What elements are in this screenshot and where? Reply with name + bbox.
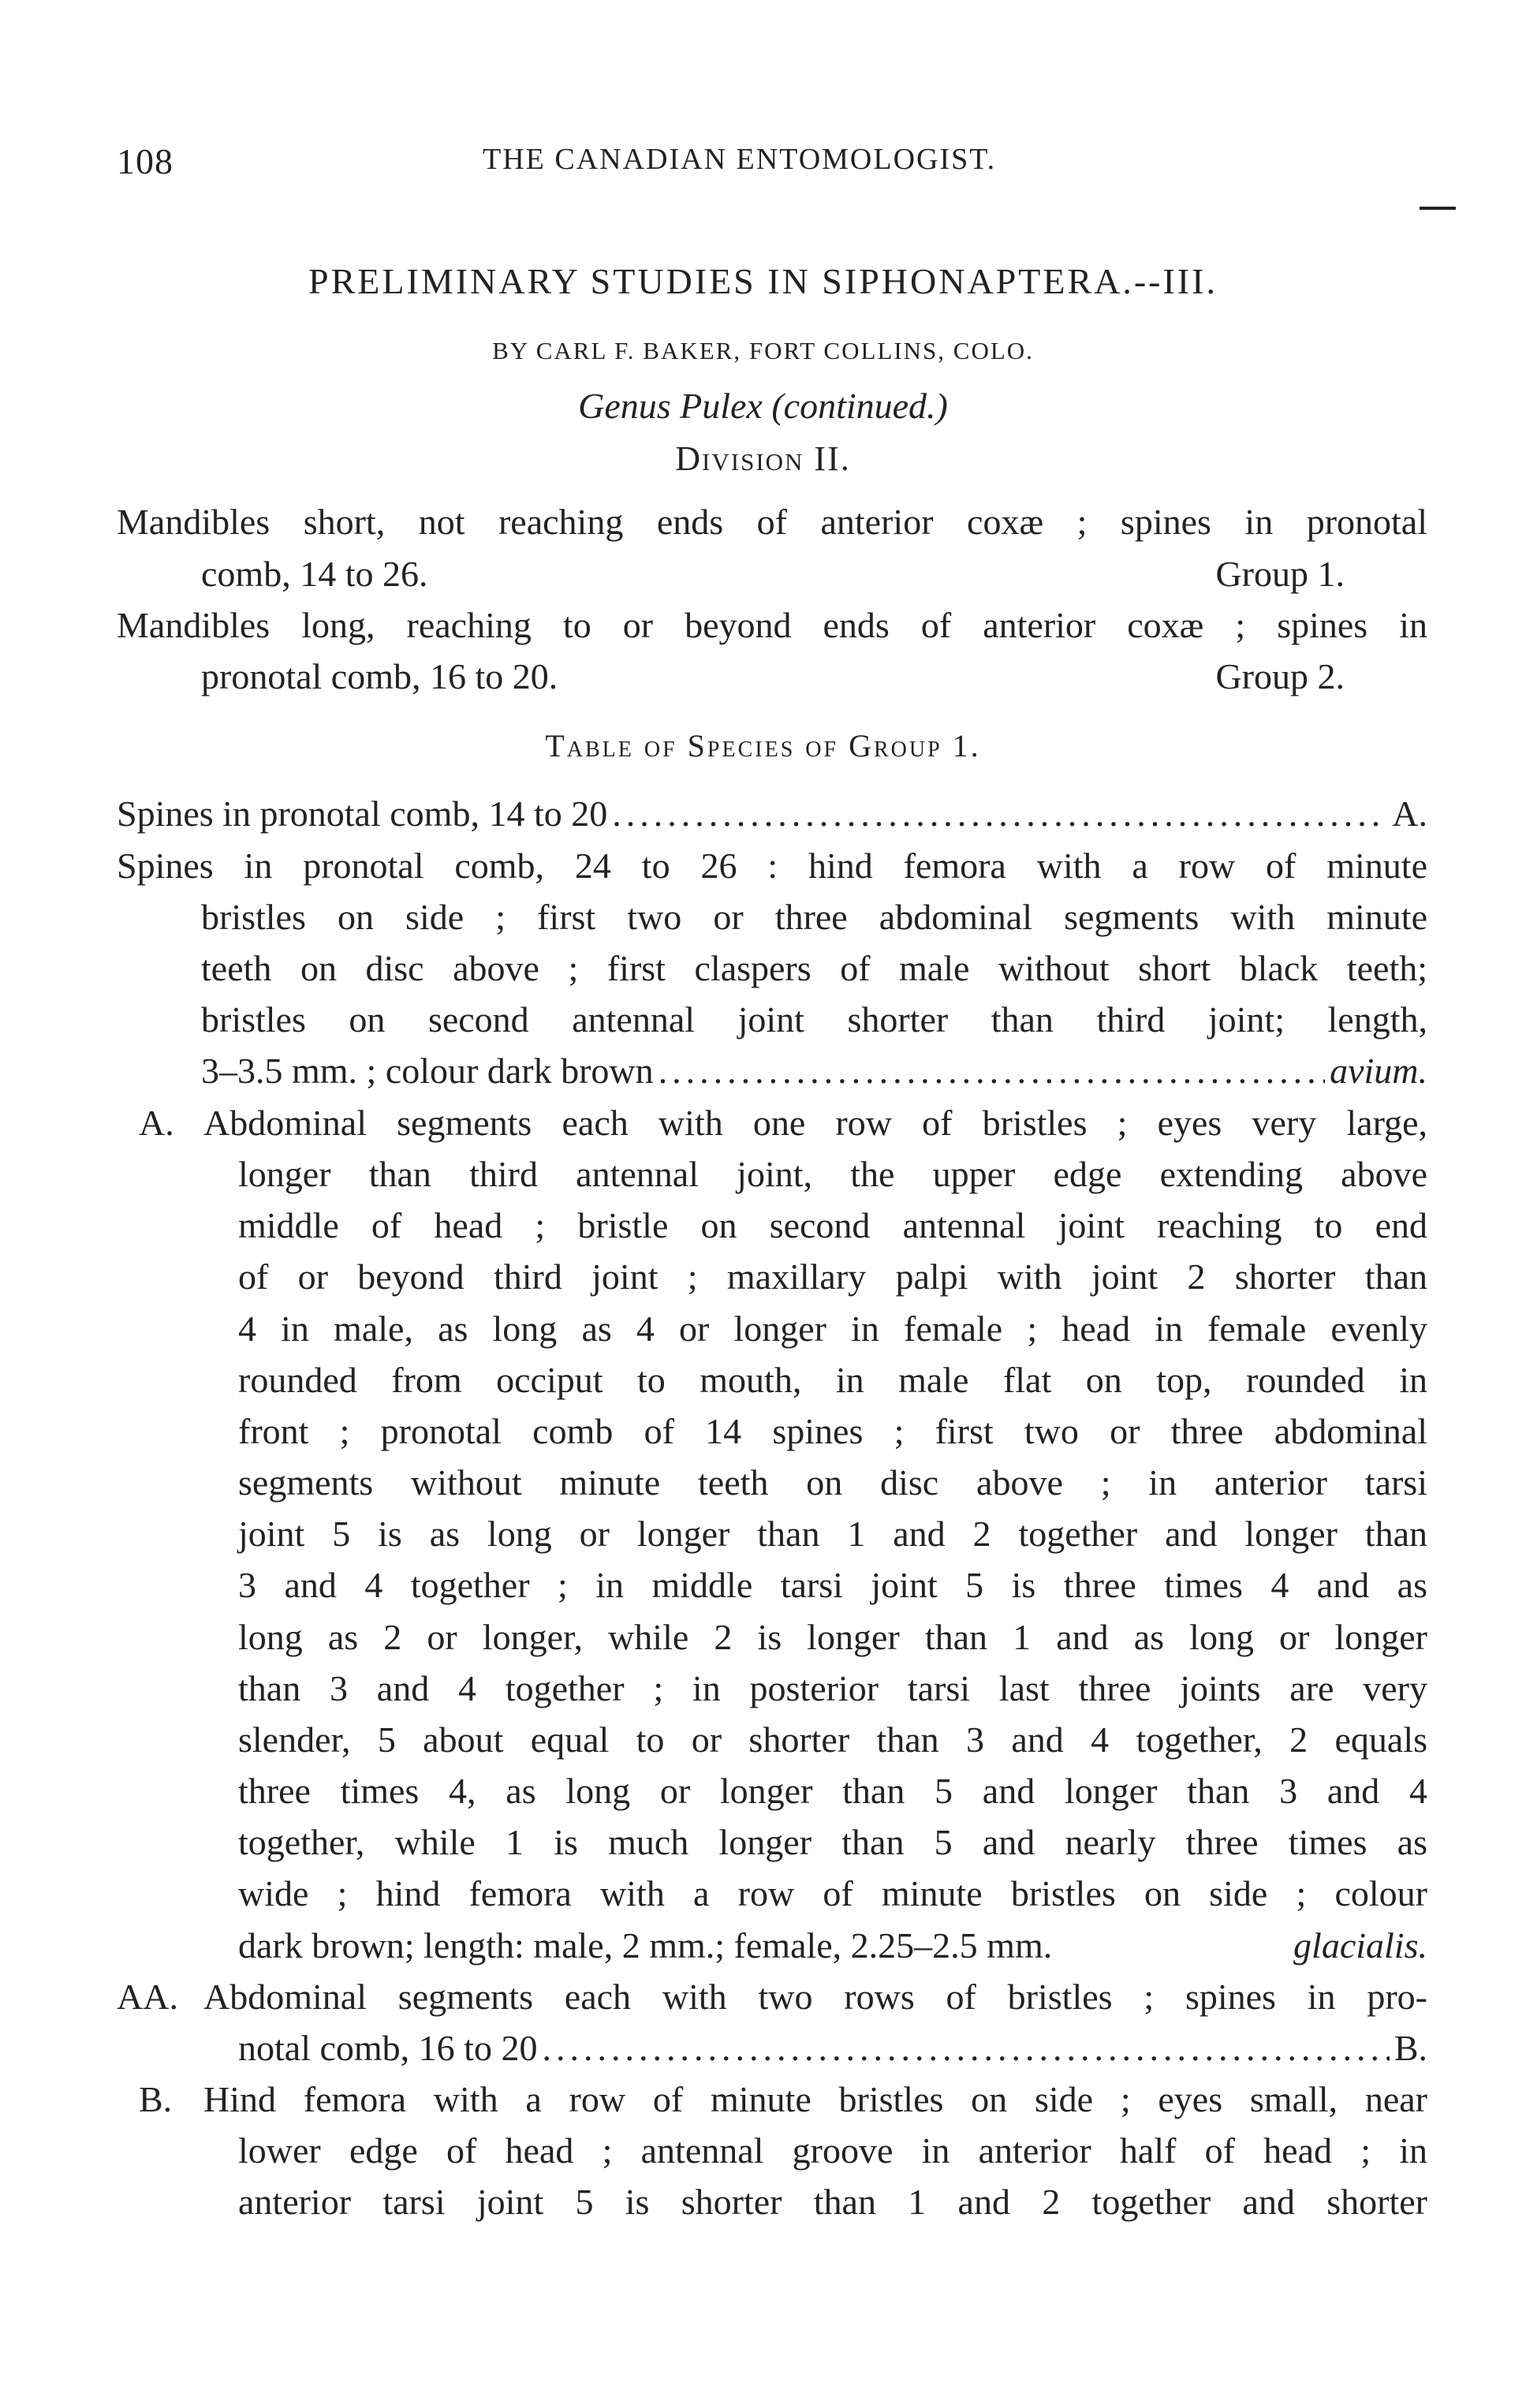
dot-leader bbox=[542, 2025, 1389, 2072]
article-byline: BY CARL F. BAKER, FORT COLLINS, COLO. bbox=[492, 337, 1034, 364]
key-entry-line bbox=[238, 2025, 1427, 2072]
key-marker: A. bbox=[139, 1103, 174, 1143]
key-entry-line: teeth on disc above ; first claspers of male without short black teeth; bbox=[201, 948, 1427, 988]
group-key-line: Mandibles short, not reaching ends of anterior coxæ ; spines in pronotal bbox=[117, 502, 1427, 542]
key-entry-line: slender, 5 about equal to or shorter than 3 and 4 together, 2 equals bbox=[238, 1719, 1427, 1760]
journal-title: THE CANADIAN ENTOMOLOGIST. bbox=[483, 143, 997, 176]
key-entry-line: segments without minute teeth on disc above ; in anterior tarsi bbox=[238, 1462, 1427, 1503]
key-entry-line: anterior tarsi joint 5 is shorter than 1 and 2 together and shorter bbox=[238, 2182, 1427, 2222]
article-title: PRELIMINARY STUDIES IN SIPHONAPTERA.--III. bbox=[308, 261, 1218, 301]
dot-leader bbox=[612, 790, 1387, 838]
key-entry-line: Abdominal segments each with two rows of bristles ; spines in pro- bbox=[203, 1977, 1427, 2017]
species-name: avium. bbox=[1330, 1051, 1427, 1091]
key-entry-text: notal comb, 16 to 20 bbox=[238, 2028, 538, 2068]
group-key-result: Group 1. bbox=[1215, 554, 1345, 594]
key-entry-line: bristles on side ; first two or three abdominal segments with minute bbox=[201, 897, 1427, 937]
group-key-line: Mandibles long, reaching to or beyond ends of anterior coxæ ; spines in bbox=[117, 605, 1427, 645]
species-name: glacialis. bbox=[1293, 1925, 1427, 1966]
key-entry-line: three times 4, as long or longer than 5 and longer than 3 and 4 bbox=[238, 1771, 1427, 1811]
key-entry-line: lower edge of head ; antennal groove in anterior half of head ; in bbox=[238, 2130, 1427, 2171]
key-entry-line: front ; pronotal comb of 14 spines ; first two or three abdominal bbox=[238, 1411, 1427, 1451]
group-key-result: Group 2. bbox=[1215, 656, 1345, 696]
key-entry-line: together, while 1 is much longer than 5 and nearly three times as bbox=[238, 1822, 1427, 1862]
key-entry-line: Spines in pronotal comb, 24 to 26 : hind femora with a row of minute bbox=[117, 846, 1427, 886]
group-key-line bbox=[201, 551, 1345, 598]
genus-heading: Genus Pulex (continued.) bbox=[578, 386, 948, 426]
key-marker: B. bbox=[139, 2079, 173, 2119]
key-entry-line: than 3 and 4 together ; in posterior tarsi last three joints are very bbox=[238, 1668, 1427, 1708]
key-entry-line: 3 and 4 together ; in middle tarsi joint 5 is three times 4 and as bbox=[238, 1565, 1427, 1605]
group-key-text: comb, 14 to 26. bbox=[201, 554, 428, 594]
key-entry-line bbox=[201, 1047, 1427, 1095]
key-entry-text: 3–3.5 mm. ; colour dark brown bbox=[201, 1051, 654, 1091]
key-entry-line: middle of head ; bristle on second antennal joint reaching to end bbox=[238, 1205, 1427, 1245]
key-entry-line: of or beyond third joint ; maxillary palpi with joint 2 shorter than bbox=[238, 1256, 1427, 1297]
key-entry-line: Hind femora with a row of minute bristles on side ; eyes small, near bbox=[203, 2079, 1427, 2119]
dash-mark bbox=[1420, 207, 1456, 210]
key-entry-line: bristles on second antennal joint shorter than third joint; length, bbox=[201, 999, 1427, 1040]
key-entry-result: B. bbox=[1394, 2028, 1427, 2068]
key-entry-line: joint 5 is as long or longer than 1 and 2 together and longer than bbox=[238, 1514, 1427, 1554]
key-entry-line: Abdominal segments each with one row of bristles ; eyes very large, bbox=[203, 1103, 1427, 1143]
key-entry-line bbox=[117, 790, 1427, 838]
key-marker: AA. bbox=[117, 1977, 178, 2017]
dot-leader bbox=[659, 1047, 1325, 1095]
key-entry-text: dark brown; length: male, 2 mm.; female, 2.25–2.5 mm. bbox=[238, 1925, 1053, 1966]
key-entry-line: long as 2 or longer, while 2 is longer than 1 and as long or longer bbox=[238, 1617, 1427, 1657]
division-heading: Division II. bbox=[675, 439, 851, 478]
key-entry-line bbox=[238, 1922, 1427, 1969]
group-key-line bbox=[201, 653, 1345, 700]
page-number: 108 bbox=[117, 141, 173, 181]
key-entry-line: longer than third antennal joint, the upper edge extending above bbox=[238, 1154, 1427, 1194]
key-entry-line: rounded from occiput to mouth, in male flat on top, rounded in bbox=[238, 1360, 1427, 1400]
key-entry-text: Spines in pronotal comb, 14 to 20 bbox=[117, 793, 608, 834]
key-entry-line: wide ; hind femora with a row of minute bristles on side ; colour bbox=[238, 1873, 1427, 1913]
key-entry-line: 4 in male, as long as 4 or longer in female ; head in female evenly bbox=[238, 1309, 1427, 1349]
table-title: Table of Species of Group 1. bbox=[545, 728, 981, 763]
key-entry-result: A. bbox=[1392, 793, 1427, 834]
group-key-text: pronotal comb, 16 to 20. bbox=[201, 656, 558, 696]
